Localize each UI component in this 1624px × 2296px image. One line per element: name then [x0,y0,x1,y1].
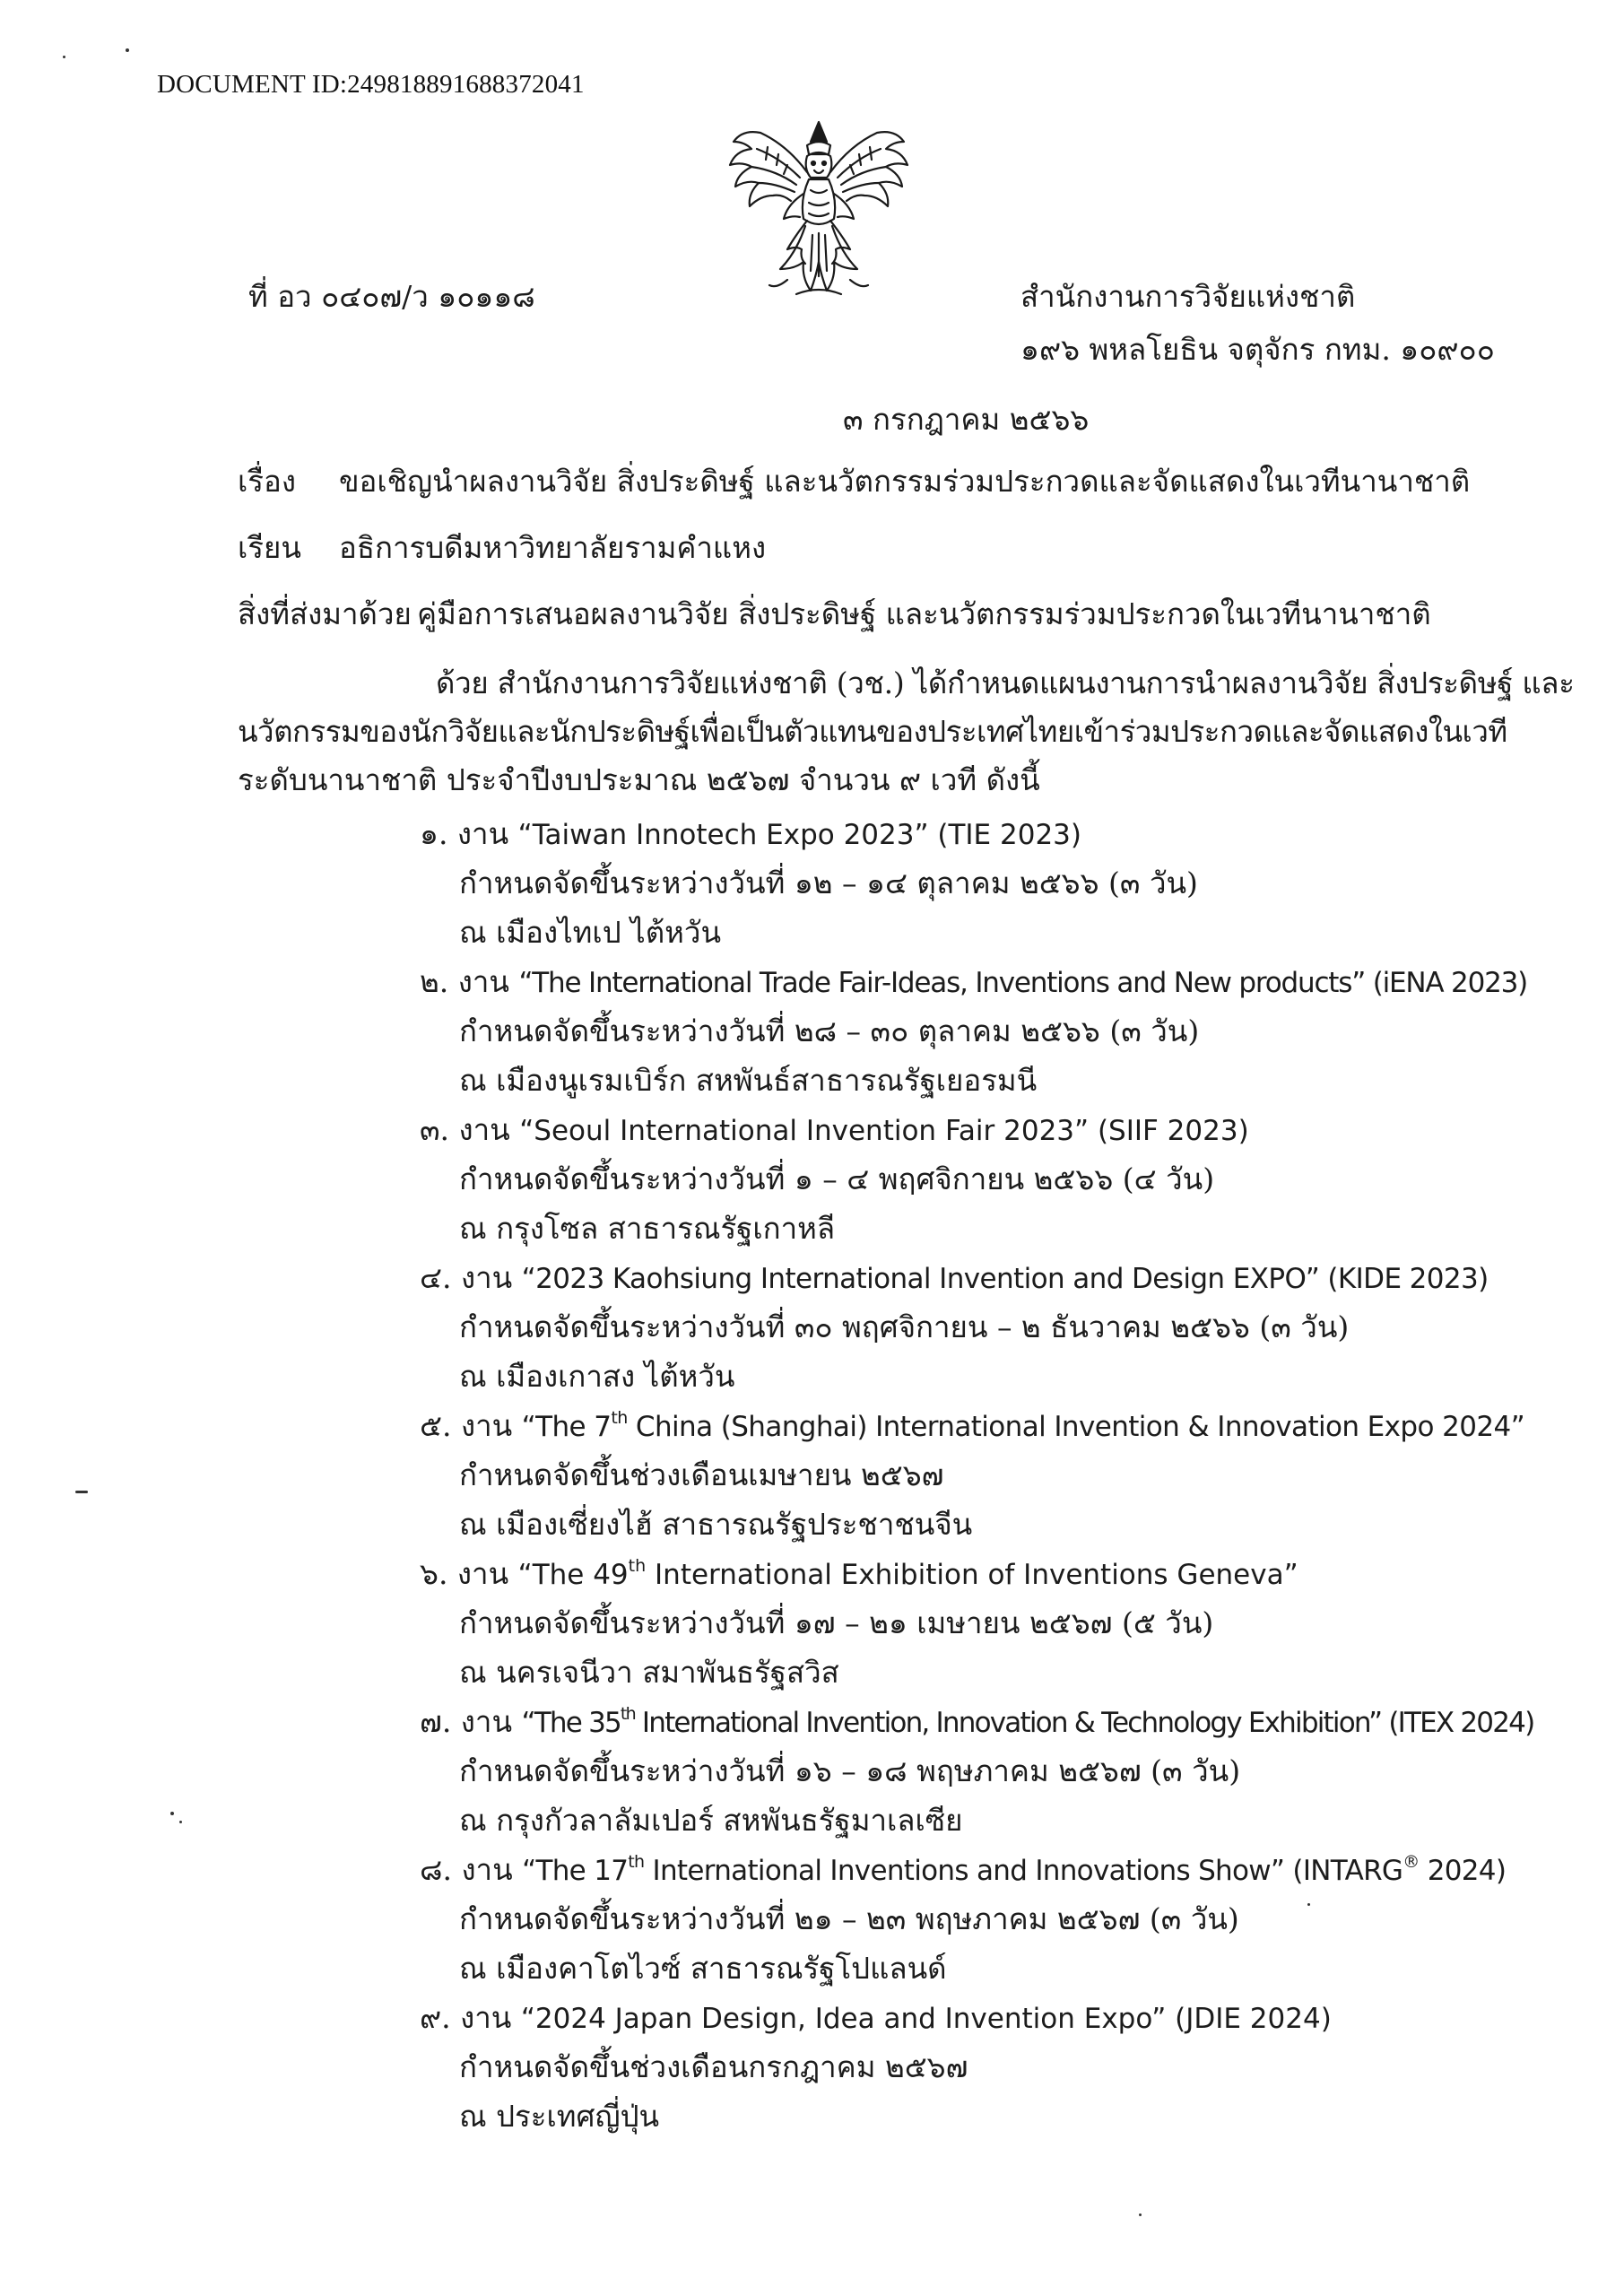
event-number: ๓. งาน [420,1112,510,1147]
event-name: “The 49th International Exhibition of Inventions Geneva” [517,1555,1298,1591]
event-number: ๑. งาน [420,816,509,851]
event-number: ๒. งาน [420,964,509,999]
scan-speck [1139,2213,1142,2216]
scan-speck [1307,1903,1310,1906]
event-place: ณ เมืองไทเป ไต้หวัน [459,915,722,950]
event-place: ณ เมืองนูเรมเบิร์ก สหพันธ์สาธารณรัฐเยอรมนี [459,1063,1038,1098]
event-place: ณ กรุงกัวลาลัมเปอร์ สหพันธรัฐมาเลเซีย [459,1803,963,1838]
event-item-8 [420,1846,1506,1893]
office-address: ๑๙๖ พหลโยธิน จตุจักร กทม. ๑๐๙๐๐ [1020,332,1495,367]
event-item-1 [420,810,1081,857]
event-date: กำหนดจัดขึ้นระหว่างวันที่ ๑๖ – ๑๘ พฤษภาคม ๒๕๖๗ (๓ วัน) [459,1753,1241,1788]
enclosure-label: สิ่งที่ส่งมาด้วย [238,596,412,631]
event-date: กำหนดจัดขึ้นระหว่างวันที่ ๑๗ – ๒๑ เมษายน ๒๕๖๗ (๕ วัน) [459,1605,1214,1640]
event-place: ณ นครเจนีวา สมาพันธรัฐสวิส [459,1655,839,1690]
recipient-label: เรียน [238,530,301,565]
event-number: ๖. งาน [420,1556,509,1591]
event-number: ๔. งาน [420,1260,513,1295]
scan-speck [179,1821,182,1823]
garuda-emblem-icon [725,118,913,302]
scan-speck [126,48,129,52]
event-name: “The 7th China (Shanghai) International Invention & Innovation Expo 2024” [521,1407,1525,1443]
event-name: “2024 Japan Design, Idea and Invention Expo” (JDIE 2024) [520,2003,1332,2035]
event-item-9 [420,1994,1332,2041]
event-name: “Seoul International Invention Fair 2023” (SIIF 2023) [519,1115,1249,1147]
scan-speck [63,56,65,58]
letter-date: ๓ กรกฎาคม ๒๕๖๖ [843,402,1090,437]
event-number: ๗. งาน [420,1704,512,1739]
event-item-3 [420,1106,1249,1153]
event-number: ๕. งาน [420,1408,513,1443]
event-place: ณ ประเทศญี่ปุ่น [459,2099,660,2134]
event-date: กำหนดจัดขึ้นระหว่างวันที่ ๒๑ – ๒๓ พฤษภาคม ๒๕๖๗ (๓ วัน) [459,1901,1239,1936]
event-place: ณ เมืองเกาสง ไต้หวัน [459,1359,735,1394]
subject-text: ขอเชิญนำผลงานวิจัย สิ่งประดิษฐ์ และนวัตกรรมร่วมประกวดและจัดแสดงในเวทีนานาชาติ [339,464,1471,499]
event-name: “Taiwan Innotech Expo 2023” (TIE 2023) [517,819,1081,851]
body-line-3: ระดับนานาชาติ ประจำปีงบประมาณ ๒๕๖๗ จำนวน ๙ เวที ดังนี้ [238,762,1040,797]
office-name: สำนักงานการวิจัยแห่งชาติ [1020,279,1356,314]
event-place: ณ เมืองคาโตไวซ์ สาธารณรัฐโปแลนด์ [459,1951,947,1986]
enclosure-text: คู่มือการเสนอผลงานวิจัย สิ่งประดิษฐ์ และนวัตกรรมร่วมประกวดในเวทีนานาชาติ [417,596,1431,631]
reference-number: ที่ อว ๐๔๐๗/ว ๑๐๑๑๘ [248,279,535,314]
event-item-2 [420,958,1527,1005]
event-item-5 [420,1402,1524,1449]
recipient-text: อธิการบดีมหาวิทยาลัยรามคำแหง [339,530,767,565]
event-date: กำหนดจัดขึ้นช่วงเดือนเมษายน ๒๕๖๗ [459,1457,944,1492]
document-id: DOCUMENT ID:2498188916883720​41 [157,70,585,99]
event-date: กำหนดจัดขึ้นระหว่างวันที่ ๑ – ๔ พฤศจิกายน ๒๕๖๖ (๔ วัน) [459,1161,1215,1196]
event-number: ๙. งาน [420,2000,512,2035]
event-place: ณ กรุงโซล สาธารณรัฐเกาหลี [459,1211,836,1246]
event-item-6 [420,1550,1298,1597]
event-date: กำหนดจัดขึ้นระหว่างวันที่ ๑๒ – ๑๔ ตุลาคม ๒๕๖๖ (๓ วัน) [459,865,1198,900]
event-name: “2023 Kaohsiung International Invention and Design EXPO” (KIDE 2023) [521,1263,1489,1295]
subject-label: เรื่อง [238,464,296,499]
event-item-4 [420,1254,1489,1301]
event-date: กำหนดจัดขึ้นระหว่างวันที่ ๓๐ พฤศจิกายน – ๒ ธันวาคม ๒๕๖๖ (๓ วัน) [459,1309,1350,1344]
event-date: กำหนดจัดขึ้นช่วงเดือนกรกฎาคม ๒๕๖๗ [459,2049,968,2084]
event-name: “The 17th International Inventions and Innovations Show” (INTARG® 2024) [522,1851,1507,1887]
scan-speck [170,1812,174,1815]
scan-speck [75,1491,88,1493]
body-line-2: นวัตกรรมของนักวิจัยและนักประดิษฐ์เพื่อเป็นตัวแทนของประเทศไทยเข้าร่วมประกวดและจัดแสดงในเวที [238,714,1507,749]
event-date: กำหนดจัดขึ้นระหว่างวันที่ ๒๘ – ๓๐ ตุลาคม ๒๕๖๖ (๓ วัน) [459,1013,1200,1048]
event-name: “The 35th International Invention, Innovation & Technology Exhibition” (ITEX 2024) [521,1703,1534,1739]
body-line-1: ด้วย สำนักงานการวิจัยแห่งชาติ (วช.) ได้กำหนดแผนงานการนำผลงานวิจัย สิ่งประดิษฐ์ และ [436,665,1575,700]
event-place: ณ เมืองเซี่ยงไฮ้ สาธารณรัฐประชาชนจีน [459,1507,973,1542]
event-item-7 [420,1698,1533,1745]
event-number: ๘. งาน [420,1852,513,1887]
event-name: “The International Trade Fair-Ideas, Inventions and New products” (iENA 2023) [518,967,1528,999]
